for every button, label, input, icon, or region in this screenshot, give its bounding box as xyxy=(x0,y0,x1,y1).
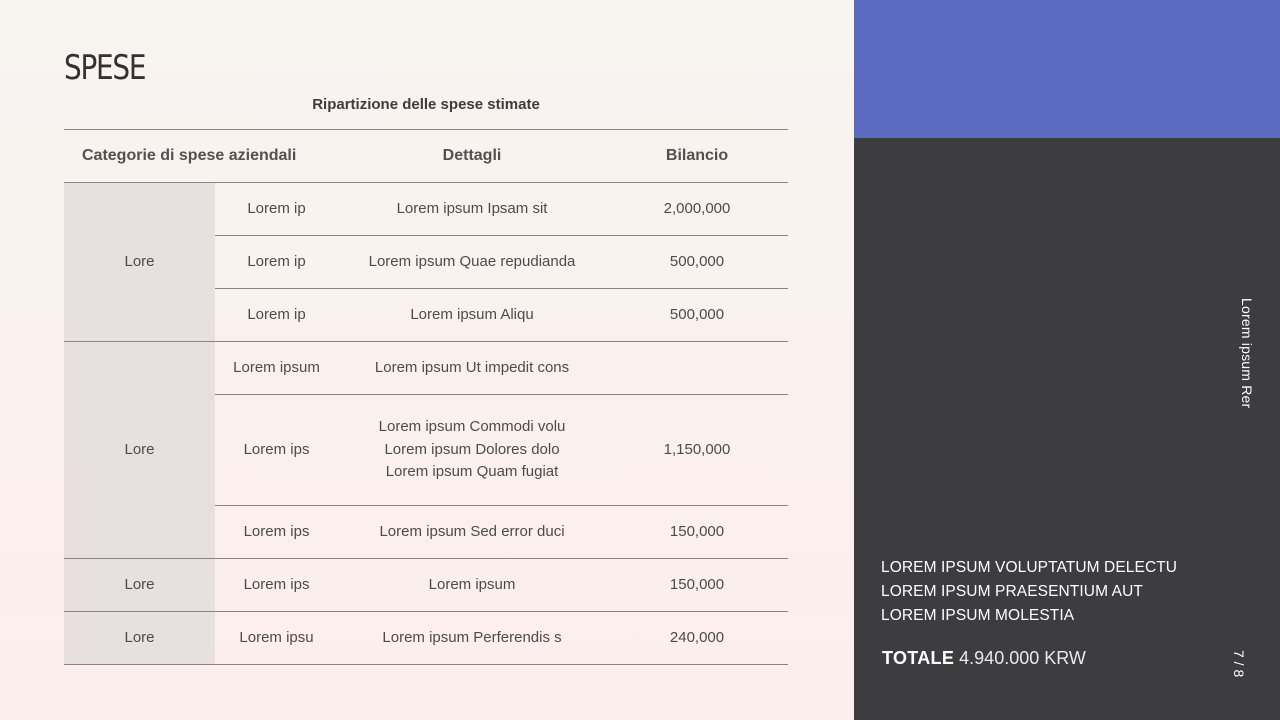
expense-table xyxy=(64,129,788,665)
table-header-row xyxy=(64,130,788,183)
table-row xyxy=(64,559,788,612)
summary-line: LOREM IPSUM PRAESENTIUM AUT xyxy=(881,583,1143,600)
category-cell: Lore xyxy=(64,183,215,342)
dark-panel xyxy=(854,138,1280,720)
detail-line: Lorem ipsum Commodi volu xyxy=(378,418,566,436)
detail-cell-multiline xyxy=(338,395,606,506)
header-category: Categorie di spese aziendali xyxy=(64,130,338,183)
total-line xyxy=(882,648,1086,669)
detail-line: Lorem ipsum Dolores dolo xyxy=(384,440,560,458)
item-cell: Lorem ips xyxy=(215,559,338,612)
category-cell: Lore xyxy=(64,612,215,665)
header-details: Dettagli xyxy=(338,130,606,183)
detail-cell: Lorem ipsum Ipsam sit xyxy=(338,183,606,236)
total-value: 4.940.000 KRW xyxy=(959,648,1086,668)
vertical-caption: Lorem ipsum Rer xyxy=(1239,298,1255,409)
accent-block xyxy=(854,0,1280,138)
table-row xyxy=(64,183,788,236)
summary-line: LOREM IPSUM MOLESTIA xyxy=(881,607,1075,624)
detail-cell: Lorem ipsum xyxy=(338,559,606,612)
item-cell: Lorem ip xyxy=(215,183,338,236)
summary-line: LOREM IPSUM VOLUPTATUM DELECTU xyxy=(881,559,1178,576)
amount-cell xyxy=(606,342,788,395)
amount-cell: 1,150,000 xyxy=(606,395,788,506)
page-number: 7 / 8 xyxy=(1231,650,1247,678)
detail-cell: Lorem ipsum Perferendis s xyxy=(338,612,606,665)
table-row xyxy=(64,342,788,395)
amount-cell: 150,000 xyxy=(606,559,788,612)
detail-cell: Lorem ipsum Aliqu xyxy=(338,289,606,342)
item-cell: Lorem ip xyxy=(215,236,338,289)
amount-cell: 500,000 xyxy=(606,289,788,342)
summary-list xyxy=(881,556,1177,628)
item-cell: Lorem ips xyxy=(215,506,338,559)
item-cell: Lorem ips xyxy=(215,395,338,506)
detail-cell: Lorem ipsum Sed error duci xyxy=(338,506,606,559)
item-cell: Lorem ip xyxy=(215,289,338,342)
category-cell: Lore xyxy=(64,559,215,612)
amount-cell: 240,000 xyxy=(606,612,788,665)
amount-cell: 150,000 xyxy=(606,506,788,559)
total-label: TOTALE xyxy=(882,648,955,668)
detail-line: Lorem ipsum Quam fugiat xyxy=(385,463,559,481)
detail-cell: Lorem ipsum Quae repudianda xyxy=(338,236,606,289)
item-cell: Lorem ipsum xyxy=(215,342,338,395)
amount-cell: 2,000,000 xyxy=(606,183,788,236)
category-cell: Lore xyxy=(64,342,215,559)
table-row xyxy=(64,612,788,665)
item-cell: Lorem ipsu xyxy=(215,612,338,665)
detail-cell: Lorem ipsum Ut impedit cons xyxy=(338,342,606,395)
page-title: SPESE xyxy=(64,48,146,88)
header-budget: Bilancio xyxy=(606,130,788,183)
table-caption: Ripartizione delle spese stimate xyxy=(312,96,540,113)
amount-cell: 500,000 xyxy=(606,236,788,289)
